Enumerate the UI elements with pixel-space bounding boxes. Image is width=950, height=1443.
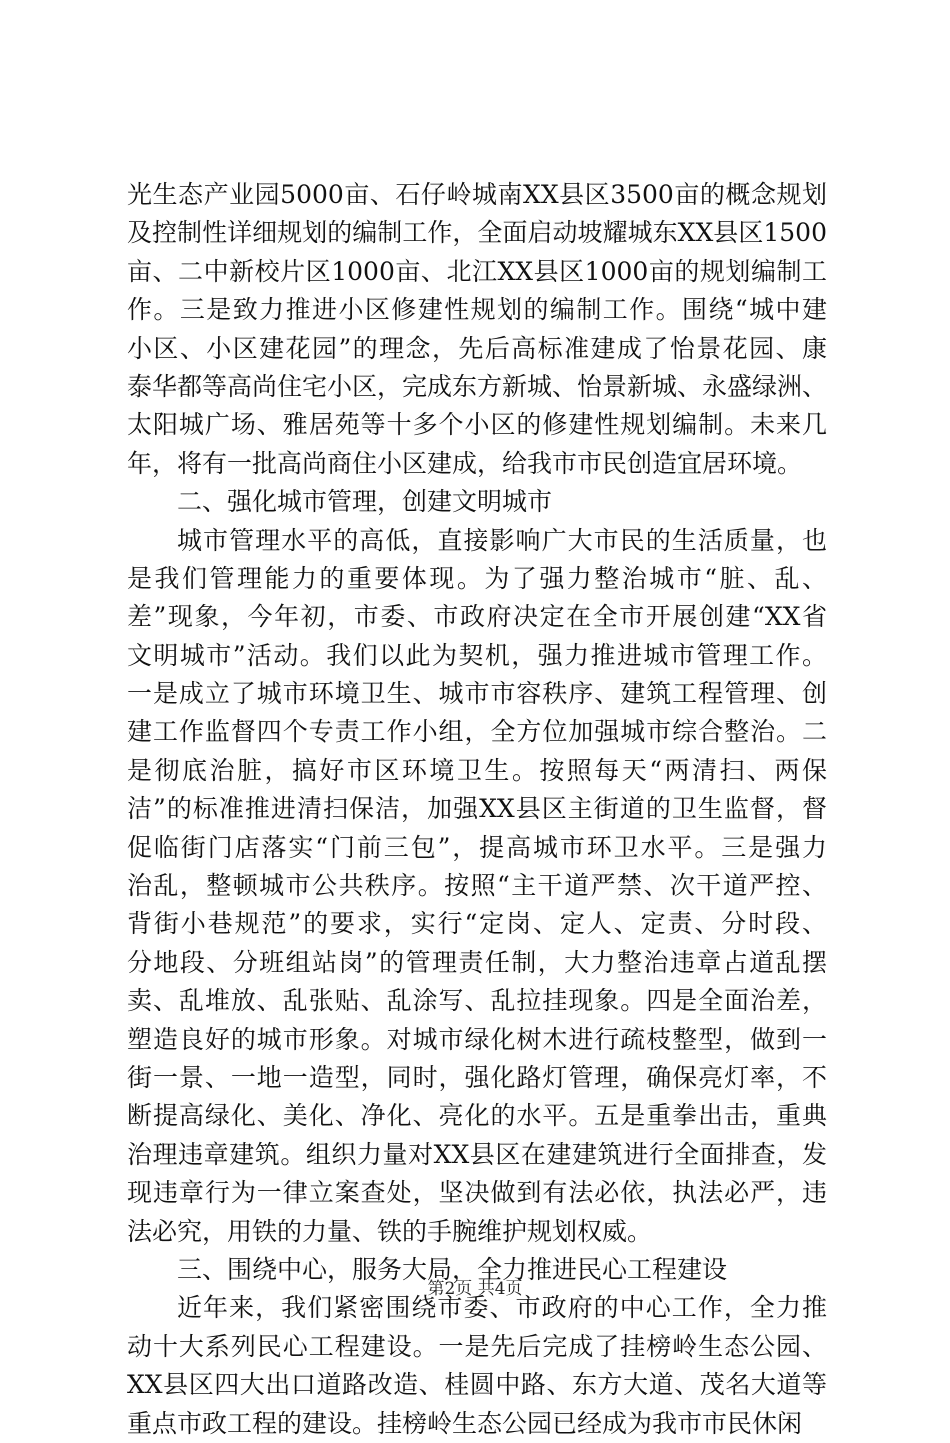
text-line: 是我们管理能力的重要体现。为了强力整治城市“脏、乱、 — [127, 563, 827, 593]
text-line: 城市管理水平的高低，直接影响广大市民的生活质量，也 — [177, 525, 827, 555]
text-line: 泰华都等高尚住宅小区，完成东方新城、怡景新城、永盛绿洲、 — [127, 371, 827, 401]
paragraph — [127, 176, 827, 483]
text-line: 断提高绿化、美化、净化、亮化的水平。五是重拳出击，重典 — [127, 1101, 827, 1131]
text-line: 促临街门店落实“门前三包”，提高城市环卫水平。三是强力 — [127, 832, 827, 862]
text-line: 文明城市”活动。我们以此为契机，强力推进城市管理工作。 — [127, 640, 827, 670]
text-line: 分地段、分班组站岗”的管理责任制，大力整治违章占道乱摆 — [127, 947, 827, 977]
text-line: 洁”的标准推进清扫保洁，加强XX县区主街道的卫生监督，督 — [127, 794, 827, 824]
text-line: 治理违章建筑。组织力量对XX县区在建建筑进行全面排查，发 — [127, 1139, 827, 1169]
text-line: 近年来，我们紧密围绕市委、市政府的中心工作，全力推 — [177, 1293, 827, 1323]
text-line: 现违章行为一律立案查处，坚决做到有法必依，执法必严，违 — [127, 1178, 827, 1208]
text-line: 建工作监督四个专责工作小组，全方位加强城市综合整治。二 — [127, 717, 827, 747]
text-line: 治乱，整顿城市公共秩序。按照“主干道严禁、次干道严控、 — [127, 871, 827, 901]
text-line: 小区、小区建花园”的理念，先后高标准建成了怡景花园、康 — [127, 333, 827, 363]
text-line: XX县区四大出口道路改造、桂圆中路、东方大道、茂名大道等 — [127, 1370, 827, 1400]
text-line: 作。三是致力推进小区修建性规划的编制工作。围绕“城中建 — [127, 295, 827, 325]
text-line: 法必究，用铁的力量、铁的手腕维护规划权威。 — [127, 1216, 653, 1246]
text-line: 三、围绕中心，服务大局，全力推进民心工程建设 — [177, 1254, 728, 1284]
text-line: 太阳城广场、雅居苑等十多个小区的修建性规划编制。未来几 — [127, 410, 827, 440]
text-line: 塑造良好的城市形象。对城市绿化树木进行疏枝整型，做到一 — [127, 1024, 827, 1054]
text-line: 光生态产业园5000亩、石仔岭城南XX县区3500亩的概念规划 — [127, 180, 827, 209]
text-line: 二、强化城市管理，创建文明城市 — [177, 487, 553, 517]
text-line: 亩、二中新校片区1000亩、北江XX县区1000亩的规划编制工 — [127, 256, 827, 286]
text-line: 卖、乱堆放、乱张贴、乱涂写、乱拉挂现象。四是全面治差， — [127, 986, 827, 1016]
text-line: 及控制性详细规划的编制工作，全面启动坡耀城东XX县区1500 — [127, 218, 827, 248]
text-line: 是彻底治脏，搞好市区环境卫生。按照每天“两清扫、两保 — [127, 755, 827, 785]
document-body — [127, 176, 827, 1443]
paragraph — [127, 522, 827, 1251]
text-line: 年，将有一批高尚商住小区建成，给我市市民创造宜居环境。 — [127, 448, 803, 478]
text-line: 差”现象，今年初，市委、市政府决定在全市开展创建“XX省 — [127, 602, 827, 632]
text-line: 一是成立了城市环境卫生、城市市容秩序、建筑工程管理、创 — [127, 679, 827, 709]
page-footer: 第2页 共4页 — [427, 1279, 523, 1299]
text-line: 背街小巷规范”的要求，实行“定岗、定人、定责、分时段、 — [127, 909, 827, 939]
paragraph — [127, 1289, 827, 1443]
text-line: 动十大系列民心工程建设。一是先后完成了挂榜岭生态公园、 — [127, 1331, 827, 1361]
text-line: 街一景、一地一造型，同时，强化路灯管理，确保亮灯率，不 — [127, 1062, 827, 1092]
text-line: 重点市政工程的建设。挂榜岭生态公园已经成为我市市民休闲 — [127, 1408, 803, 1438]
section-heading — [127, 483, 827, 521]
